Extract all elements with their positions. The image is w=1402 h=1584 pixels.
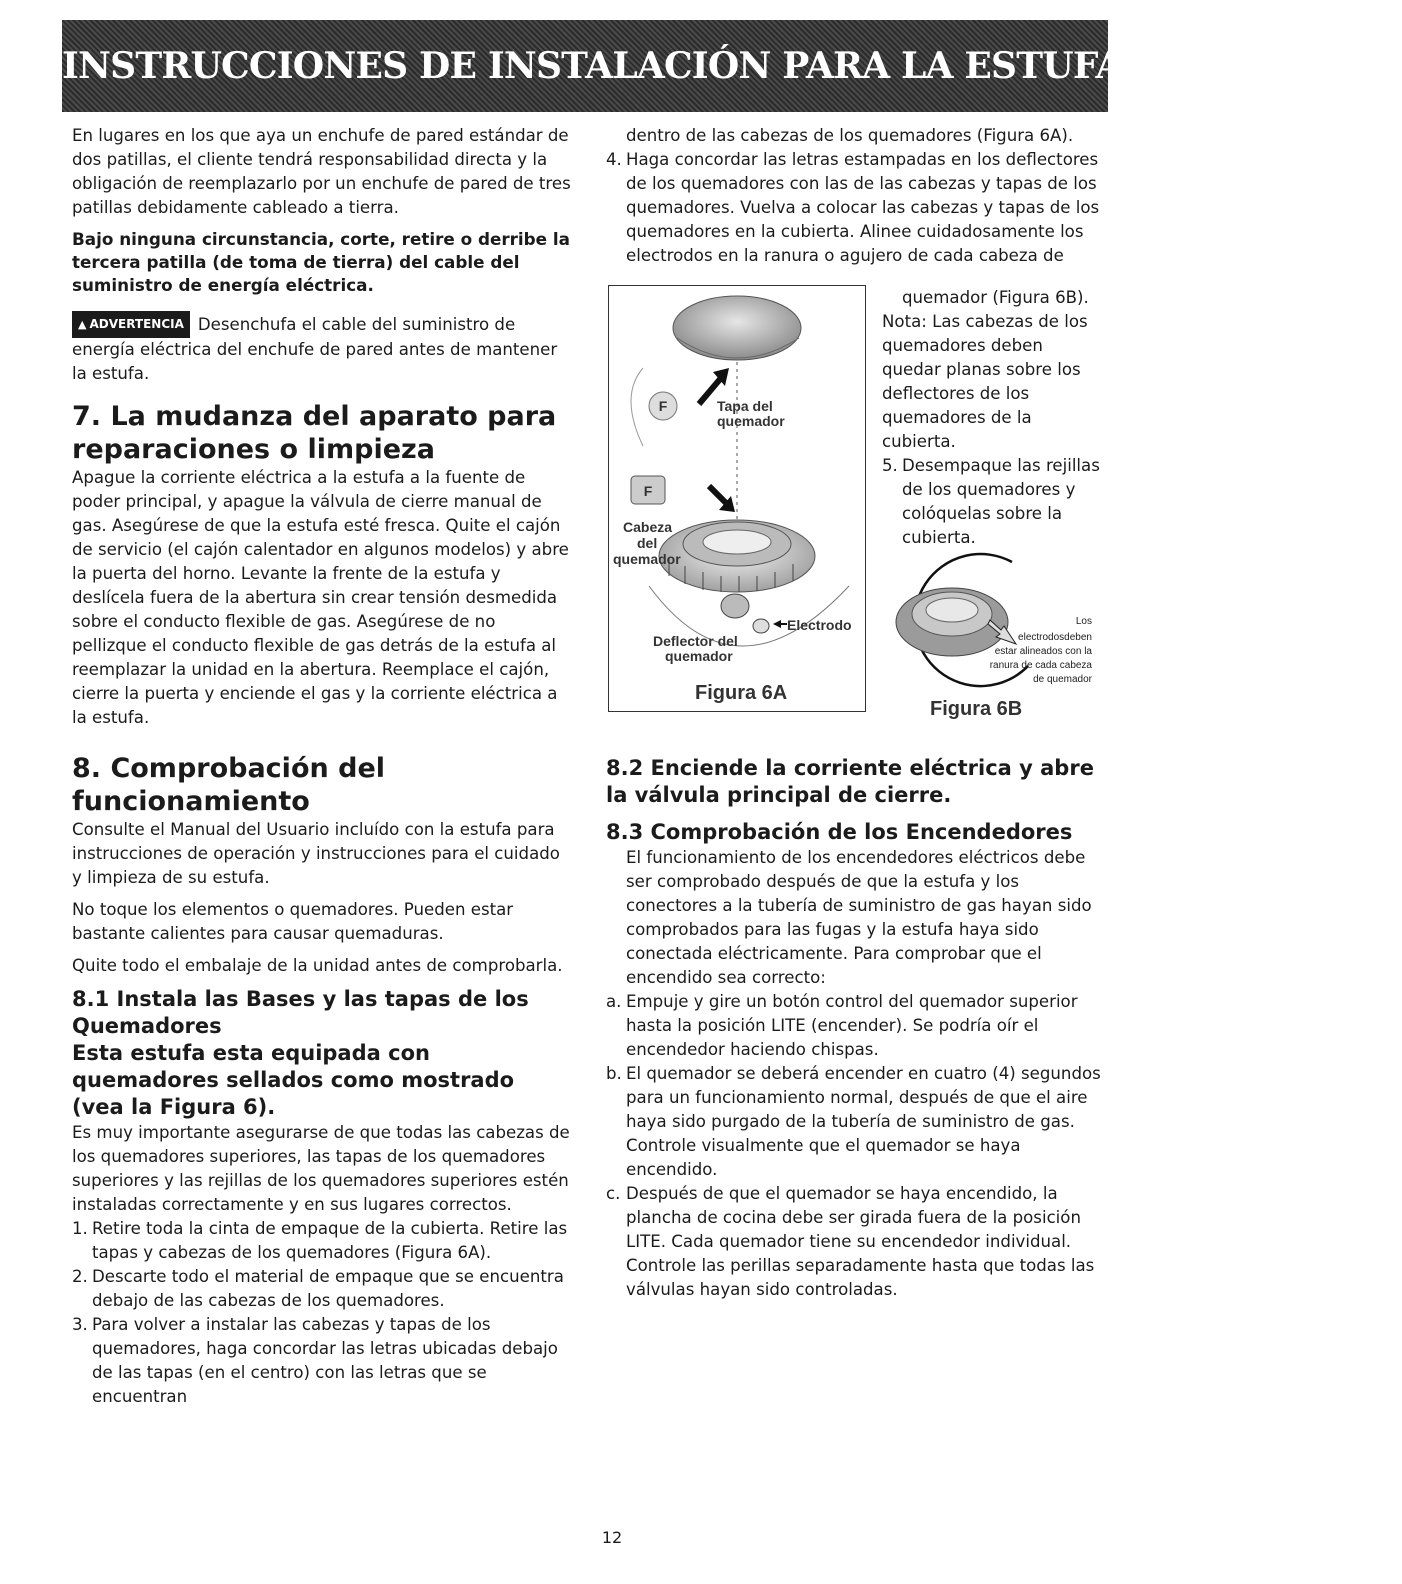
advertencia-text: Desenchufa el cable del suministro de energía eléctrica del enchufe de pared antes de mantener la estufa. [72, 315, 558, 383]
svg-text:estar alineados con la: estar alineados con la [994, 646, 1092, 657]
install-steps [72, 1217, 572, 1409]
grounding-warning: Bajo ninguna circunstancia, corte, retire o derribe la tercera patilla (de toma de tierra) del cable del suministro de energía eléctrica. [72, 229, 570, 295]
deflector-shape [721, 594, 749, 618]
step-4-continued: quemador (Figura 6B). [902, 288, 1089, 307]
svg-text:F: F [643, 483, 653, 499]
warning-triangle-icon: ▲ [78, 318, 87, 331]
section-8-2-title: 8.2 Enciende la corriente eléctrica y abre la válvula principal de cierre. [606, 756, 1094, 807]
electrode-shape [753, 619, 769, 633]
section-8-p3: Quite todo el embalaje de la unidad antes de comprobarla. [72, 956, 563, 975]
page-number: 12 [601, 1528, 623, 1547]
tapa-label-1: Tapa del [717, 398, 773, 414]
svg-text:electrodosdeben: electrodosdeben [1018, 632, 1092, 643]
tapa-label-2: quemador [717, 413, 785, 429]
list-item: 2. Descarte todo el material de empaque que se encuentra debajo de las cabezas de los quemadores. [72, 1267, 564, 1310]
step-3-continued: dentro de las cabezas de los quemadores (Figura 6A). [626, 126, 1074, 145]
svg-text:F: F [658, 398, 668, 414]
section-8-1-title: 8.1 Instala las Bases y las tapas de los Quemadores [72, 987, 529, 1038]
deflector-label-1: Deflector del [653, 633, 738, 649]
svg-text:ranura de cada cabeza: ranura de cada cabeza [989, 660, 1092, 671]
figure-6a-caption: Figura 6A [695, 682, 788, 704]
section-8-1-subtitle: Esta estufa esta equipada con quemadores sellados como mostrado (vea la Figura 6). [72, 1041, 515, 1119]
svg-text:Los: Los [1075, 616, 1092, 627]
list-item: 3. Para volver a instalar las cabezas y tapas de los quemadores, haga concordar las letras ubicadas debajo de las tapas (en el centro) con las letras que se encuentran [72, 1315, 558, 1406]
figure-6a-drawing [609, 286, 865, 711]
right-column-top [606, 124, 1102, 268]
cabeza-label-3: quemador [613, 551, 681, 567]
left-column [72, 124, 572, 1409]
section-8-1-text: Es muy importante asegurarse de que todas las cabezas de los quemadores superiores, las tapas de los quemadores superiores y las rejillas de los quemadores superiores estén instaladas correctamente y en sus lugares correctos. [72, 1123, 570, 1214]
advertencia-paragraph [72, 311, 572, 386]
nota-text: Nota: Las cabezas de los quemadores deben quedar planas sobre los deflectores de los quemadores de la cubierta. [882, 312, 1088, 451]
list-item: a. Empuje y gire un botón control del quemador superior hasta la posición LITE (encender). Se podría oír el encendedor haciendo chispas. [606, 992, 1078, 1059]
list-item: 1. Retire toda la cinta de empaque de la cubierta. Retire las tapas y cabezas de los quemadores (Figura 6A). [72, 1219, 568, 1262]
section-7-title: 7. La mudanza del aparato para reparaciones o limpieza [72, 401, 557, 465]
section-7-text: Apague la corriente eléctrica a la estufa a la fuente de poder principal, y apague la válvula de cierre manual de gas. Asegúrese de que la estufa esté fresca. Quite el cajón de servicio (el cajón calentador en algunos modelos) y abre la puerta del horno. Levante la frente de la estufa y deslícela fuera de la abertura sin crear tensión desmedida sobre el conducto flexible de gas. Asegúrese de no pellizque el conducto flexible de gas detrás de la estufa al reemplazar la unidad en la abertura. Reemplace el cajón, cierre la puerta y enciende el gas y la corriente eléctrica a la estufa. [72, 468, 569, 727]
section-8-3-text: El funcionamiento de los encendedores eléctricos debe ser comprobado después de que la estufa y los conectores a la tubería de suministro de gas hayan sido comprobados para las fugas y la estufa haya sido conectada eléctricamente. Para comprobar que el encendido sea correcto: [626, 848, 1092, 987]
list-item: 4. Haga concordar las letras estampadas en los deflectores de los quemadores con las de las cabezas y tapas de los quemadores. Vuelva a colocar las cabezas y tapas de los quemadores en la cubierta. Alinee cuidadosamente los electrodos en la ranura o agujero de cada cabeza de [606, 150, 1100, 265]
figure-6b-drawing [892, 548, 1104, 698]
electrodo-label: Electrodo [787, 617, 852, 633]
list-item: c. Después de que el quemador se haya encendido, la plancha de cocina debe ser girada fuera de la posición LITE. Cada quemador tiene su encendedor individual. Controle las perillas separadamente hasta que todas las válvulas hayan sido controladas. [606, 1184, 1095, 1299]
section-8-p1: Consulte el Manual del Usuario incluído con la estufa para instrucciones de operación y instrucciones para el cuidado y limpieza de su estufa. [72, 820, 560, 887]
figure-6b-caption: Figura 6B [930, 698, 1023, 720]
svg-text:de quemador: de quemador [1033, 674, 1092, 685]
figure-6b [892, 548, 1104, 723]
advertencia-badge: ▲ ADVERTENCIA [72, 311, 190, 338]
deflector-label-2: quemador [665, 648, 733, 664]
intro-paragraph: En lugares en los que aya un enchufe de pared estándar de dos patillas, el cliente tendrá responsabilidad directa y la obligación de reemplazarlo por un enchufe de pared de tres patillas debidamente cableado a tierra. [72, 126, 571, 217]
cabeza-label-2: del [637, 535, 658, 551]
cabeza-label-1: Cabeza [623, 519, 673, 535]
ignition-checks [606, 990, 1102, 1302]
section-8-title: 8. Comprobación del funcionamiento [72, 753, 386, 817]
burner-cap-shape [673, 296, 801, 360]
figure-side-text [882, 286, 1102, 550]
list-item: b. El quemador se deberá encender en cuatro (4) segundos para un funcionamiento normal, después de que el aire haya sido purgado de la tubería de suministro de gas. Controle visualmente que el quemador se haya encendido. [606, 1064, 1101, 1179]
section-8-p2: No toque los elementos o quemadores. Pueden estar bastante calientes para causar quemaduras. [72, 900, 514, 943]
list-item: 5. Desempaque las rejillas de los quemadores y colóquelas sobre la cubierta. [882, 456, 1100, 547]
page-banner-title: INSTRUCCIONES DE INSTALACIÓN PARA LA ESTUFA A GAS DE 36" [62, 20, 1108, 112]
figure-6a [608, 285, 866, 712]
section-8-3-title: 8.3 Comprobación de los Encendedores [606, 820, 1073, 844]
right-column-bottom [606, 755, 1102, 1302]
